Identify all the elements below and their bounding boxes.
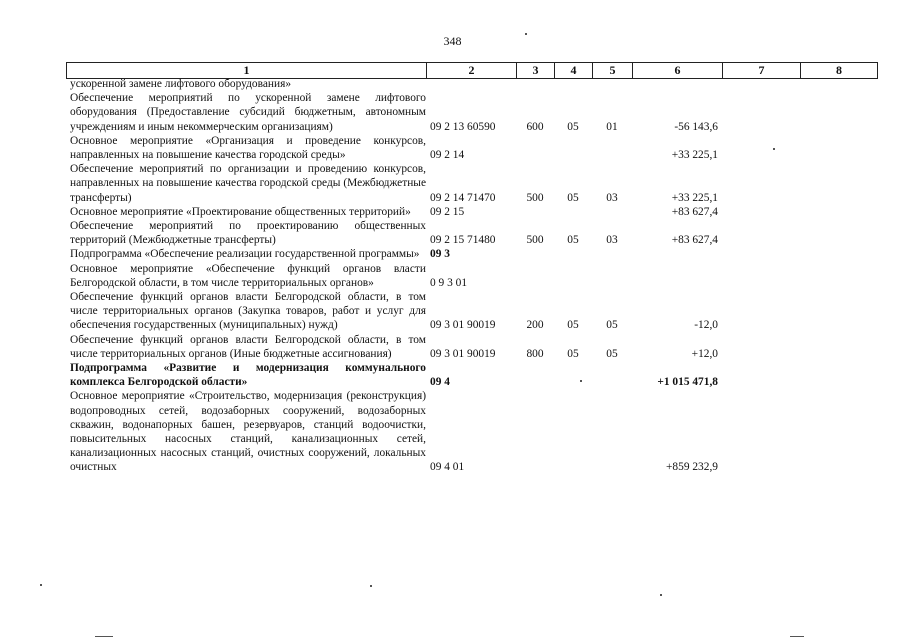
scan-line xyxy=(790,636,804,637)
scan-speck xyxy=(40,584,42,586)
row-amount: -12,0 xyxy=(694,319,718,332)
header-col-4: 4 xyxy=(554,63,592,78)
row-target-code: 09 2 13 60590 xyxy=(430,120,496,133)
header-col-1: 1 xyxy=(66,63,426,78)
row-description: Обеспечение мероприятий по проектированию общественных территорий (Межбюджетные трансферты) xyxy=(70,220,426,247)
row-amount: +1 015 471,8 xyxy=(657,376,718,389)
table-row xyxy=(66,333,878,361)
row-section: 05 xyxy=(567,347,579,360)
row-description: Обеспечение мероприятий по организации и проведению конкурсов, направленных на повышение качества городской среды (Межбюджетные трансферты) xyxy=(70,163,426,204)
row-amount: +83 627,4 xyxy=(671,205,718,218)
table-row xyxy=(66,162,878,205)
row-amount: +83 627,4 xyxy=(671,234,718,247)
table-row xyxy=(66,205,878,219)
table-row xyxy=(66,247,878,261)
row-expense-type: 600 xyxy=(526,120,544,133)
table-row xyxy=(66,134,878,162)
row-amount: +859 232,9 xyxy=(666,461,718,474)
table-row xyxy=(66,77,878,91)
row-subsection: 01 xyxy=(606,120,618,133)
row-description: Основное мероприятие «Проектирование общественных территорий» xyxy=(70,205,411,218)
row-expense-type: 800 xyxy=(526,347,544,360)
row-target-code: 09 2 14 xyxy=(430,149,465,162)
header-col-6: 6 xyxy=(632,63,722,78)
table-body xyxy=(66,77,878,475)
scan-speck xyxy=(370,585,372,587)
row-section: 05 xyxy=(567,191,579,204)
row-amount: +12,0 xyxy=(691,347,718,360)
page-number: 348 xyxy=(443,34,462,48)
row-description: Обеспечение функций органов власти Белгородской области, в том числе территориальных органов (Иные бюджетные ассигнования) xyxy=(70,333,426,360)
row-description: Обеспечение мероприятий по ускоренной замене лифтового оборудования (Предоставление субсидий бюджетным, автономным учреждениям и иным некоммерческим организациям) xyxy=(70,92,426,133)
table-row xyxy=(66,91,878,134)
scan-speck xyxy=(525,33,527,35)
table-row xyxy=(66,290,878,333)
row-expense-type: 500 xyxy=(526,191,544,204)
header-col-2: 2 xyxy=(426,63,516,78)
header-col-8: 8 xyxy=(800,63,878,78)
row-description: Обеспечение функций органов власти Белгородской области, в том числе территориальных органов (Закупка товаров, работ и услуг для обеспечения государственных (муниципальных) нужд) xyxy=(70,291,426,332)
row-subsection: 03 xyxy=(606,234,618,247)
row-target-code: 0 9 3 01 xyxy=(430,276,468,289)
row-subsection: 03 xyxy=(606,191,618,204)
scan-speck xyxy=(580,380,582,382)
scan-speck xyxy=(660,594,662,596)
row-subsection: 05 xyxy=(606,347,618,360)
row-section: 05 xyxy=(567,120,579,133)
row-amount: +33 225,1 xyxy=(671,191,718,204)
row-subsection: 05 xyxy=(606,319,618,332)
table-row xyxy=(66,219,878,247)
table-row xyxy=(66,262,878,290)
row-expense-type: 500 xyxy=(526,234,544,247)
row-target-code: 09 3 xyxy=(430,248,450,261)
row-amount: +33 225,1 xyxy=(671,149,718,162)
header-col-3: 3 xyxy=(516,63,554,78)
row-target-code: 09 4 01 xyxy=(430,461,465,474)
row-target-code: 09 4 xyxy=(430,376,450,389)
row-section: 05 xyxy=(567,234,579,247)
row-description: Основное мероприятие «Организация и проведение конкурсов, направленных на повышение качества городской среды» xyxy=(70,134,426,162)
row-target-code: 09 3 01 90019 xyxy=(430,347,496,360)
row-expense-type: 200 xyxy=(526,319,544,332)
row-description: Подпрограмма «Обеспечение реализации государственной программы» xyxy=(70,248,420,261)
row-target-code: 09 2 14 71470 xyxy=(430,191,496,204)
scan-speck xyxy=(773,148,775,150)
header-col-7: 7 xyxy=(722,63,800,78)
scan-line xyxy=(95,636,113,637)
row-description: ускоренной замене лифтового оборудования» xyxy=(70,78,292,90)
header-col-5: 5 xyxy=(592,63,632,78)
row-target-code: 09 2 15 71480 xyxy=(430,234,496,247)
row-description: Подпрограмма «Развитие и модернизация коммунального комплекса Белгородской области» xyxy=(70,362,426,389)
row-target-code: 09 3 01 90019 xyxy=(430,319,496,332)
row-section: 05 xyxy=(567,319,579,332)
table-row xyxy=(66,389,878,474)
row-description: Основное мероприятие «Обеспечение функций органов власти Белгородской области, в том числе территориальных органов» xyxy=(70,262,426,289)
row-description: Основное мероприятие «Строительство, модернизация (реконструкция) водопроводных сетей, водозаборных сооружений, водозаборных скважин, водонапорных башен, резервуаров, станций водоочистки, повысительных насосных станций, канализационных сетей, канализационных насосных станций, очистных сооружений, локальных очистных xyxy=(70,390,426,474)
row-amount: -56 143,6 xyxy=(674,120,718,133)
table-row xyxy=(66,361,878,389)
row-target-code: 09 2 15 xyxy=(430,205,465,218)
